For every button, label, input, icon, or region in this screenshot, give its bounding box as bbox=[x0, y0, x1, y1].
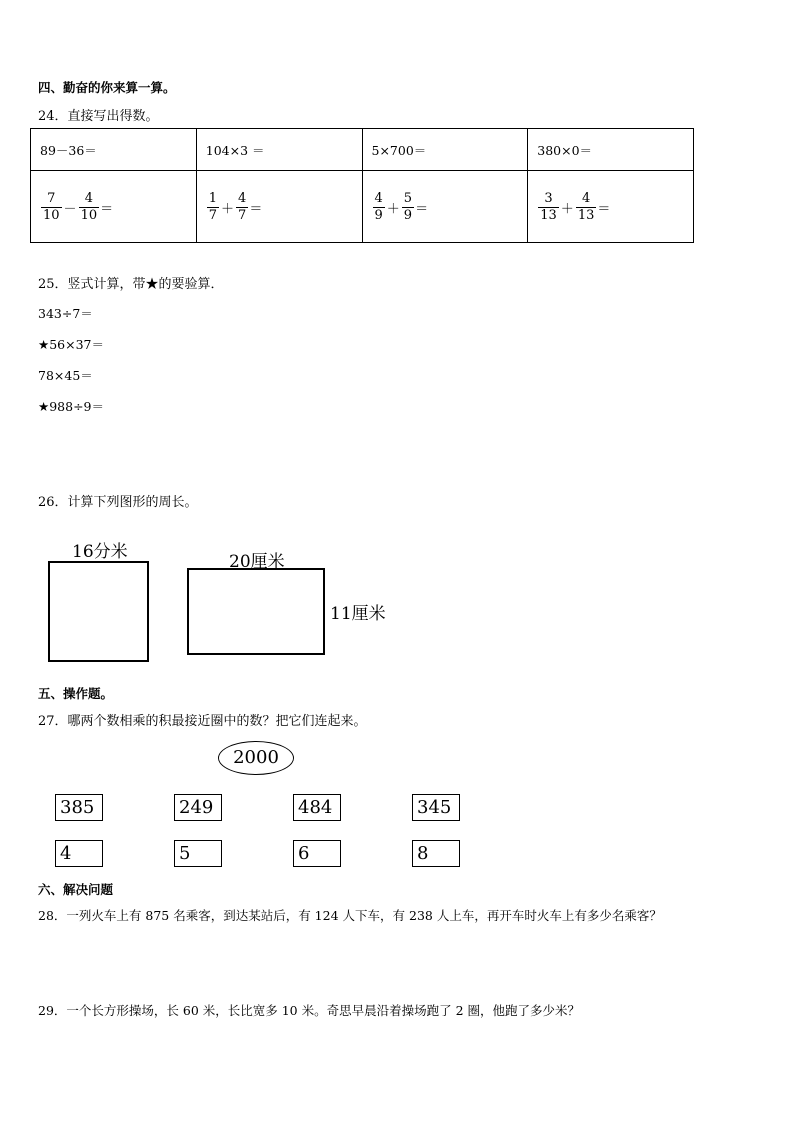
denominator: 7 bbox=[208, 207, 218, 223]
fraction bbox=[236, 191, 248, 224]
bottom-number-box: 6 bbox=[293, 840, 341, 867]
fraction bbox=[373, 191, 385, 224]
numerator: 4 bbox=[84, 190, 93, 206]
top-number-box: 484 bbox=[293, 794, 341, 821]
fraction bbox=[538, 191, 559, 224]
denominator: 10 bbox=[80, 207, 98, 223]
rectangle-height-label: 11厘米 bbox=[330, 604, 386, 624]
q25-prompt: 25．竖式计算，带★的要验算． bbox=[38, 277, 224, 292]
denominator: 7 bbox=[238, 207, 247, 223]
q28-text: 28．一列火车上有 875 名乘客，到达某站后，有 124 人下车，有 238 人上车，再开车时火车上有多少名乘客？ bbox=[38, 908, 662, 923]
numerator: 5 bbox=[403, 190, 413, 206]
equals-sign: ＝ bbox=[597, 201, 611, 217]
section6-title: 六、解决问题 bbox=[38, 882, 114, 897]
fraction-cell bbox=[362, 171, 528, 243]
numerator: 4 bbox=[581, 190, 591, 206]
section5-title: 五、操作题。 bbox=[38, 686, 114, 701]
calc-cell: 380×0＝ bbox=[528, 129, 694, 171]
fraction bbox=[79, 191, 100, 224]
fraction bbox=[41, 191, 62, 224]
top-number-box: 249 bbox=[174, 794, 222, 821]
bottom-number-box: 8 bbox=[412, 840, 460, 867]
section4-title: 四、勤奋的你来算一算。 bbox=[38, 80, 176, 95]
operator: ＋ bbox=[560, 201, 574, 217]
denominator: 9 bbox=[403, 207, 413, 223]
q25-item: ★988÷9＝ bbox=[38, 399, 104, 414]
square-side-label: 16分米 bbox=[72, 542, 128, 562]
fraction-expression bbox=[40, 191, 113, 224]
table-row bbox=[31, 129, 694, 171]
operator: ＋ bbox=[221, 201, 235, 217]
bottom-number-box: 4 bbox=[55, 840, 103, 867]
fraction bbox=[402, 191, 414, 224]
operator: － bbox=[63, 201, 77, 217]
denominator: 9 bbox=[374, 207, 383, 223]
numerator: 4 bbox=[238, 190, 247, 206]
q25-item: 343÷7＝ bbox=[38, 306, 93, 321]
q25-item: ★56×37＝ bbox=[38, 337, 104, 352]
denominator: 13 bbox=[540, 207, 557, 223]
q25-item: 78×45＝ bbox=[38, 368, 93, 383]
fraction-cell bbox=[528, 171, 694, 243]
numerator: 7 bbox=[47, 190, 56, 206]
table-row bbox=[31, 171, 694, 243]
equals-sign: ＝ bbox=[415, 201, 429, 217]
q26-prompt: 26．计算下列图形的周长。 bbox=[38, 495, 198, 510]
operator: ＋ bbox=[386, 201, 400, 217]
calc-cell: 104×3 ＝ bbox=[196, 129, 362, 171]
fraction-expression bbox=[537, 191, 610, 224]
bottom-number-box: 5 bbox=[174, 840, 222, 867]
q24-prompt: 24．直接写出得数。 bbox=[38, 109, 159, 124]
square-shape bbox=[48, 561, 149, 662]
rectangle-width-label: 20厘米 bbox=[229, 552, 285, 572]
fraction-cell bbox=[196, 171, 362, 243]
calc-cell: 89－36＝ bbox=[31, 129, 197, 171]
fraction-expression bbox=[206, 191, 263, 224]
equals-sign: ＝ bbox=[249, 201, 263, 217]
numerator: 3 bbox=[544, 190, 553, 206]
q29-text: 29．一个长方形操场，长 60 米，长比宽多 10 米。奇思早晨沿着操场跑了 2 圈，他跑了多少米？ bbox=[38, 1003, 581, 1018]
top-number-box: 345 bbox=[412, 794, 460, 821]
fraction-expression bbox=[372, 191, 429, 224]
fraction bbox=[576, 191, 597, 224]
fraction-cell bbox=[31, 171, 197, 243]
numerator: 1 bbox=[208, 190, 218, 206]
numerator: 4 bbox=[374, 190, 383, 206]
q24-calc-table bbox=[30, 128, 694, 243]
denominator: 10 bbox=[43, 207, 60, 223]
rectangle-shape bbox=[187, 568, 325, 655]
denominator: 13 bbox=[577, 207, 595, 223]
q27-prompt: 27．哪两个数相乘的积最接近圈中的数？把它们连起来。 bbox=[38, 714, 367, 729]
target-circle: 2000 bbox=[218, 741, 294, 775]
calc-cell: 5×700＝ bbox=[362, 129, 528, 171]
top-number-box: 385 bbox=[55, 794, 103, 821]
fraction bbox=[207, 191, 219, 224]
equals-sign: ＝ bbox=[100, 201, 114, 217]
